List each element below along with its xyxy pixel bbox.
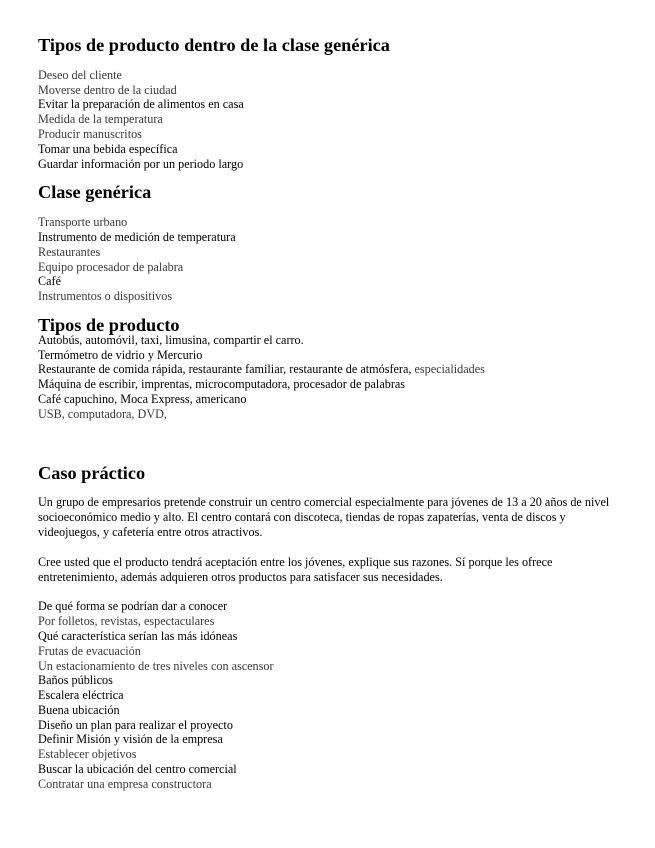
spacer: [38, 584, 618, 599]
list-item: Evitar la preparación de alimentos en casa: [38, 97, 244, 112]
section-title-clase-generica: Clase genérica: [38, 182, 152, 203]
list-item: Deseo del cliente: [38, 67, 122, 82]
needs-list: [38, 68, 618, 172]
list-item: Instrumentos o dispositivos: [38, 289, 173, 304]
spacer: [38, 540, 618, 555]
list-item: Equipo procesador de palabra: [38, 259, 184, 274]
list-item: Medida de la temperatura: [38, 112, 163, 127]
list-item: [38, 362, 618, 377]
generic-class-list: [38, 215, 618, 304]
list-item-suffix: especialidades: [414, 362, 485, 377]
list-item: Un estacionamiento de tres niveles con ascensor: [38, 658, 274, 673]
list-item: Tomar una bebida específica: [38, 141, 178, 156]
list-item: Café: [38, 274, 62, 289]
section-title-caso-practico: Caso práctico: [38, 462, 146, 483]
list-item: Contratar una empresa constructora: [38, 776, 212, 791]
list-item: Autobús, automóvil, taxi, limusina, compartir el carro.: [38, 332, 304, 347]
case-paragraph-2: Cree usted que el producto tendrá aceptación entre los jóvenes, explique sus razones. Sí porque les ofrece entretenimiento, además adquieren otros productos para satisfacer sus necesidades.: [38, 554, 553, 584]
list-item: Definir Misión y visión de la empresa: [38, 732, 223, 747]
list-item: Café capuchino, Moca Express, americano: [38, 391, 247, 406]
spacer: [38, 422, 618, 466]
list-item: Buscar la ubicación del centro comercial: [38, 762, 237, 777]
list-item: Transporte urbano: [38, 215, 128, 230]
list-item: Producir manuscritos: [38, 126, 142, 141]
list-item: USB, computadora, DVD,: [38, 406, 167, 421]
list-item: Por folletos, revistas, espectaculares: [38, 614, 215, 629]
section-title-tipos-clase-generica: Tipos de producto dentro de la clase genérica: [38, 35, 390, 55]
list-item: Restaurantes: [38, 244, 101, 259]
list-item: De qué forma se podrían dar a conocer: [38, 599, 228, 614]
list-item: Máquina de escribir, imprentas, microcomputadora, procesador de palabras: [38, 377, 406, 392]
list-item: Diseño un plan para realizar el proyecto: [38, 717, 233, 732]
list-item: Escalera eléctrica: [38, 688, 124, 703]
list-item: Instrumento de medición de temperatura: [38, 229, 236, 244]
list-item: Frutas de evacuación: [38, 643, 141, 658]
list-item: Termómetro de vidrio y Mercurio: [38, 347, 203, 362]
list-item: Moverse dentro de la ciudad: [38, 82, 177, 97]
list-item: Qué característica serían las más idóneas: [38, 628, 238, 643]
list-item: Baños públicos: [38, 673, 113, 688]
document-page: [38, 35, 618, 792]
case-paragraph-1: Un grupo de empresarios pretende construir un centro comercial especialmente para jóvenes de 13 a 20 años de nivel socioeconómico medio y alto. El centro contará con discoteca, tiendas de ropas zapaterías, venta de discos y videojuegos, y cafetería entre otros atractivos.: [38, 495, 610, 539]
list-item: Buena ubicación: [38, 702, 120, 717]
spacer: [38, 53, 618, 68]
spacer: [38, 200, 618, 215]
list-item: Establecer objetivos: [38, 747, 137, 762]
spacer: [38, 480, 618, 495]
section-title-tipos-producto: Tipos de producto: [38, 314, 180, 335]
list-item-text: Restaurante de comida rápida, restaurante familiar, restaurante de atmósfera,: [38, 362, 415, 377]
product-types-list: [38, 333, 618, 422]
list-item: Guardar información por un periodo largo: [38, 156, 244, 171]
case-list: [38, 599, 618, 791]
